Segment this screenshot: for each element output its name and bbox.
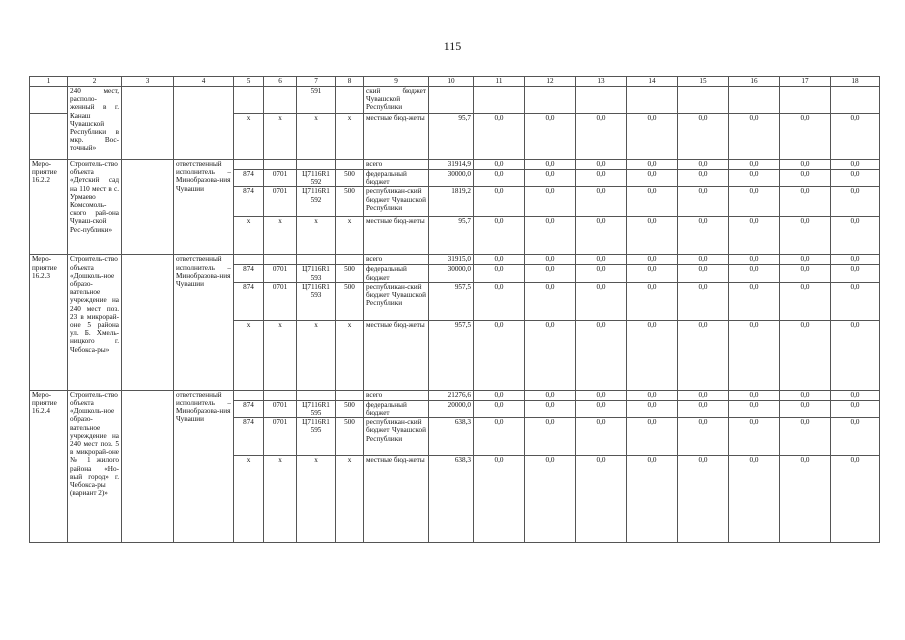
year-value-cell: 0,0 <box>576 160 627 170</box>
year-value-cell: 0,0 <box>729 390 780 400</box>
year-value-cell: 0,0 <box>831 114 880 160</box>
funding-source-cell: федеральный бюджет <box>364 170 429 187</box>
year-value-cell: 0,0 <box>474 255 525 265</box>
kbk-grbs-cell <box>234 255 264 265</box>
kbk-rzpr-cell: x <box>264 320 297 390</box>
kbk-grbs-cell <box>234 390 264 400</box>
year-value-cell: 0,0 <box>678 160 729 170</box>
amount-cell: 638,3 <box>429 418 474 456</box>
year-value-cell: 0,0 <box>729 170 780 187</box>
header-cell: 1 <box>30 77 68 87</box>
goal-cell <box>122 160 174 255</box>
year-value-cell: 0,0 <box>831 282 880 320</box>
year-value-cell: 0,0 <box>831 265 880 282</box>
year-value-cell: 0,0 <box>627 160 678 170</box>
year-value-cell: 0,0 <box>474 217 525 255</box>
year-value-cell: 0,0 <box>474 282 525 320</box>
year-value-cell: 0,0 <box>576 217 627 255</box>
year-value-cell: 0,0 <box>576 255 627 265</box>
kbk-grbs-cell: 874 <box>234 170 264 187</box>
continuation-block <box>30 87 880 160</box>
year-value-cell: 0,0 <box>576 265 627 282</box>
kbk-vr-cell <box>336 255 364 265</box>
funding-source-cell: всего <box>364 160 429 170</box>
year-value-cell: 0,0 <box>627 265 678 282</box>
column-number-header <box>30 77 880 87</box>
year-value-cell: 0,0 <box>525 418 576 456</box>
year-value-cell <box>780 87 831 114</box>
executor-cell: ответственный исполнитель – Минобразова-ния Чувашии <box>174 160 234 255</box>
year-value-cell: 0,0 <box>729 265 780 282</box>
amount-cell: 95,7 <box>429 114 474 160</box>
year-value-cell: 0,0 <box>525 160 576 170</box>
header-cell: 8 <box>336 77 364 87</box>
year-value-cell: 0,0 <box>576 390 627 400</box>
year-value-cell: 0,0 <box>831 418 880 456</box>
executor-cell: ответственный исполнитель – Минобразова-ния Чувашии <box>174 255 234 390</box>
header-cell: 9 <box>364 77 429 87</box>
year-value-cell: 0,0 <box>729 114 780 160</box>
year-value-cell: 0,0 <box>678 456 729 543</box>
kbk-csr-cell: Ц7116R1 593 <box>297 282 336 320</box>
kbk-rzpr-cell: 0701 <box>264 170 297 187</box>
kbk-vr-cell: 500 <box>336 400 364 417</box>
kbk-csr-cell <box>297 160 336 170</box>
header-cell: 14 <box>627 77 678 87</box>
kbk-csr-cell: Ц7116R1 595 <box>297 418 336 456</box>
kbk-grbs-cell: 874 <box>234 187 264 217</box>
year-value-cell: 0,0 <box>729 255 780 265</box>
year-value-cell: 0,0 <box>678 255 729 265</box>
kbk-grbs-cell <box>234 87 264 114</box>
amount-cell: 21276,6 <box>429 390 474 400</box>
year-value-cell: 0,0 <box>474 170 525 187</box>
amount-cell: 20000,0 <box>429 400 474 417</box>
amount-cell: 957,5 <box>429 320 474 390</box>
header-cell: 4 <box>174 77 234 87</box>
year-value-cell: 0,0 <box>831 187 880 217</box>
table-row <box>30 87 880 114</box>
budget-table <box>29 76 880 543</box>
kbk-rzpr-cell: 0701 <box>264 282 297 320</box>
year-value-cell: 0,0 <box>627 282 678 320</box>
year-value-cell: 0,0 <box>525 320 576 390</box>
year-value-cell: 0,0 <box>780 217 831 255</box>
goal-cell <box>122 87 174 160</box>
year-value-cell: 0,0 <box>678 265 729 282</box>
funding-source-cell: республикан-ский бюджет Чувашской Республики <box>364 418 429 456</box>
kbk-csr-cell <box>297 390 336 400</box>
kbk-grbs-cell <box>234 160 264 170</box>
year-value-cell: 0,0 <box>525 390 576 400</box>
kbk-grbs-cell: 874 <box>234 282 264 320</box>
event-number-cell: Меро-приятие 16.2.2 <box>30 160 68 255</box>
event-number-cell <box>30 114 68 160</box>
year-value-cell: 0,0 <box>525 282 576 320</box>
funding-source-cell: федеральный бюджет <box>364 265 429 282</box>
kbk-grbs-cell: 874 <box>234 400 264 417</box>
year-value-cell: 0,0 <box>831 400 880 417</box>
funding-source-cell: республикан-ский бюджет Чувашской Республики <box>364 282 429 320</box>
kbk-rzpr-cell: 0701 <box>264 418 297 456</box>
goal-cell <box>122 390 174 542</box>
year-value-cell: 0,0 <box>831 170 880 187</box>
year-value-cell: 0,0 <box>627 170 678 187</box>
header-cell: 3 <box>122 77 174 87</box>
kbk-grbs-cell: x <box>234 456 264 543</box>
year-value-cell: 0,0 <box>576 456 627 543</box>
kbk-grbs-cell: x <box>234 320 264 390</box>
year-value-cell: 0,0 <box>729 187 780 217</box>
amount-cell: 957,5 <box>429 282 474 320</box>
kbk-csr-cell: Ц7116R1 592 <box>297 170 336 187</box>
year-value-cell: 0,0 <box>729 456 780 543</box>
year-value-cell: 0,0 <box>831 456 880 543</box>
year-value-cell: 0,0 <box>627 400 678 417</box>
header-cell: 7 <box>297 77 336 87</box>
header-cell: 17 <box>780 77 831 87</box>
kbk-csr-cell: Ц7116R1 595 <box>297 400 336 417</box>
year-value-cell: 0,0 <box>729 160 780 170</box>
year-value-cell: 0,0 <box>831 320 880 390</box>
year-value-cell: 0,0 <box>627 114 678 160</box>
event-number-cell <box>30 87 68 114</box>
year-value-cell: 0,0 <box>729 282 780 320</box>
year-value-cell: 0,0 <box>678 320 729 390</box>
funding-source-cell: местные бюд-жеты <box>364 217 429 255</box>
executor-cell: ответственный исполнитель – Минобразова-ния Чувашии <box>174 390 234 542</box>
year-value-cell: 0,0 <box>525 255 576 265</box>
year-value-cell: 0,0 <box>780 456 831 543</box>
year-value-cell: 0,0 <box>780 400 831 417</box>
year-value-cell: 0,0 <box>627 217 678 255</box>
year-value-cell: 0,0 <box>627 390 678 400</box>
funding-source-cell: местные бюд-жеты <box>364 114 429 160</box>
year-value-cell <box>831 87 880 114</box>
header-cell: 10 <box>429 77 474 87</box>
year-value-cell: 0,0 <box>627 187 678 217</box>
kbk-csr-cell: Ц7116R1 593 <box>297 265 336 282</box>
year-value-cell: 0,0 <box>780 282 831 320</box>
header-cell: 18 <box>831 77 880 87</box>
header-cell: 15 <box>678 77 729 87</box>
kbk-csr-cell: x <box>297 320 336 390</box>
year-value-cell: 0,0 <box>525 170 576 187</box>
header-cell: 2 <box>68 77 122 87</box>
amount-cell: 30000,0 <box>429 170 474 187</box>
year-value-cell: 0,0 <box>780 255 831 265</box>
year-value-cell <box>729 87 780 114</box>
year-value-cell: 0,0 <box>474 456 525 543</box>
event-group <box>30 390 880 542</box>
funding-source-cell: местные бюд-жеты <box>364 456 429 543</box>
funding-source-cell: федеральный бюджет <box>364 400 429 417</box>
year-value-cell: 0,0 <box>627 456 678 543</box>
year-value-cell <box>474 87 525 114</box>
kbk-csr-cell <box>297 255 336 265</box>
funding-source-cell: всего <box>364 255 429 265</box>
kbk-grbs-cell: 874 <box>234 418 264 456</box>
kbk-grbs-cell: 874 <box>234 265 264 282</box>
page-number: 115 <box>443 39 462 53</box>
year-value-cell: 0,0 <box>831 160 880 170</box>
amount-cell: 638,3 <box>429 456 474 543</box>
year-value-cell: 0,0 <box>525 114 576 160</box>
year-value-cell: 0,0 <box>576 400 627 417</box>
year-value-cell: 0,0 <box>525 400 576 417</box>
year-value-cell: 0,0 <box>474 160 525 170</box>
year-value-cell: 0,0 <box>780 114 831 160</box>
kbk-vr-cell: 500 <box>336 170 364 187</box>
object-name-cell: Строитель-ство объекта «Дошколь-ное образо-вательное учреждение на 240 мест поз. 5 в микрорай-оне № 1 жилого района «Но-вый город» г. Чебокса-ры (вариант 2)» <box>68 390 122 542</box>
year-value-cell: 0,0 <box>627 418 678 456</box>
object-name-cell: 240 мест, располо-женный в г. Канаш Чувашской Республики в мкр. Вос-точный» <box>68 87 122 160</box>
year-value-cell: 0,0 <box>678 418 729 456</box>
year-value-cell: 0,0 <box>474 320 525 390</box>
kbk-rzpr-cell: 0701 <box>264 265 297 282</box>
kbk-rzpr-cell: x <box>264 456 297 543</box>
kbk-rzpr-cell <box>264 160 297 170</box>
funding-source-cell: всего <box>364 390 429 400</box>
header-cell: 5 <box>234 77 264 87</box>
kbk-vr-cell: 500 <box>336 187 364 217</box>
header-cell: 13 <box>576 77 627 87</box>
year-value-cell: 0,0 <box>525 187 576 217</box>
kbk-vr-cell: 500 <box>336 265 364 282</box>
header-cell: 6 <box>264 77 297 87</box>
table-row <box>30 160 880 170</box>
kbk-rzpr-cell <box>264 390 297 400</box>
year-value-cell: 0,0 <box>627 255 678 265</box>
kbk-rzpr-cell: x <box>264 217 297 255</box>
year-value-cell: 0,0 <box>474 114 525 160</box>
event-number-cell: Меро-приятие 16.2.3 <box>30 255 68 390</box>
year-value-cell: 0,0 <box>780 418 831 456</box>
header-row <box>30 77 880 87</box>
table-row <box>30 390 880 400</box>
year-value-cell: 0,0 <box>780 320 831 390</box>
kbk-vr-cell: 500 <box>336 282 364 320</box>
year-value-cell: 0,0 <box>474 265 525 282</box>
funding-source-cell: республикан-ский бюджет Чувашской Республики <box>364 187 429 217</box>
year-value-cell: 0,0 <box>678 282 729 320</box>
amount-cell <box>429 87 474 114</box>
table-row <box>30 255 880 265</box>
kbk-vr-cell <box>336 390 364 400</box>
amount-cell: 1819,2 <box>429 187 474 217</box>
year-value-cell: 0,0 <box>831 217 880 255</box>
year-value-cell: 0,0 <box>780 160 831 170</box>
kbk-rzpr-cell <box>264 255 297 265</box>
year-value-cell: 0,0 <box>678 390 729 400</box>
year-value-cell: 0,0 <box>474 400 525 417</box>
year-value-cell <box>627 87 678 114</box>
year-value-cell: 0,0 <box>729 217 780 255</box>
object-name-cell: Строитель-ство объекта «Детский сад на 110 мест в с. Урмаево Комсомоль-ского рай-она Чуваш-ской Рес-публики» <box>68 160 122 255</box>
year-value-cell: 0,0 <box>831 255 880 265</box>
kbk-vr-cell: 500 <box>336 418 364 456</box>
year-value-cell: 0,0 <box>627 320 678 390</box>
kbk-rzpr-cell: 0701 <box>264 400 297 417</box>
year-value-cell: 0,0 <box>780 390 831 400</box>
year-value-cell: 0,0 <box>780 187 831 217</box>
kbk-vr-cell: x <box>336 320 364 390</box>
year-value-cell: 0,0 <box>576 282 627 320</box>
event-group <box>30 160 880 255</box>
executor-cell <box>174 87 234 160</box>
year-value-cell: 0,0 <box>729 320 780 390</box>
kbk-csr-cell: x <box>297 114 336 160</box>
kbk-csr-cell: x <box>297 456 336 543</box>
year-value-cell: 0,0 <box>576 187 627 217</box>
funding-source-cell: ский бюджет Чувашской Республики <box>364 87 429 114</box>
kbk-csr-cell: Ц7116R1 592 <box>297 187 336 217</box>
year-value-cell: 0,0 <box>729 400 780 417</box>
amount-cell: 30000,0 <box>429 265 474 282</box>
goal-cell <box>122 255 174 390</box>
funding-source-cell: местные бюд-жеты <box>364 320 429 390</box>
event-number-cell: Меро-приятие 16.2.4 <box>30 390 68 542</box>
kbk-grbs-cell: x <box>234 217 264 255</box>
kbk-vr-cell: x <box>336 456 364 543</box>
year-value-cell: 0,0 <box>474 418 525 456</box>
year-value-cell: 0,0 <box>474 390 525 400</box>
kbk-csr-cell: 591 <box>297 87 336 114</box>
kbk-vr-cell <box>336 160 364 170</box>
year-value-cell: 0,0 <box>576 114 627 160</box>
amount-cell: 31915,0 <box>429 255 474 265</box>
year-value-cell: 0,0 <box>678 400 729 417</box>
year-value-cell: 0,0 <box>678 187 729 217</box>
year-value-cell: 0,0 <box>525 456 576 543</box>
kbk-rzpr-cell: 0701 <box>264 187 297 217</box>
header-cell: 11 <box>474 77 525 87</box>
header-cell: 16 <box>729 77 780 87</box>
year-value-cell: 0,0 <box>780 170 831 187</box>
year-value-cell <box>678 87 729 114</box>
year-value-cell: 0,0 <box>678 170 729 187</box>
kbk-grbs-cell: x <box>234 114 264 160</box>
event-group <box>30 255 880 390</box>
kbk-rzpr-cell <box>264 87 297 114</box>
year-value-cell: 0,0 <box>576 418 627 456</box>
year-value-cell: 0,0 <box>576 320 627 390</box>
year-value-cell: 0,0 <box>831 390 880 400</box>
header-cell: 12 <box>525 77 576 87</box>
amount-cell: 31914,9 <box>429 160 474 170</box>
year-value-cell: 0,0 <box>678 217 729 255</box>
year-value-cell: 0,0 <box>525 265 576 282</box>
year-value-cell: 0,0 <box>576 170 627 187</box>
year-value-cell <box>525 87 576 114</box>
kbk-rzpr-cell: x <box>264 114 297 160</box>
year-value-cell: 0,0 <box>780 265 831 282</box>
kbk-vr-cell: x <box>336 217 364 255</box>
kbk-vr-cell <box>336 87 364 114</box>
year-value-cell: 0,0 <box>474 187 525 217</box>
year-value-cell: 0,0 <box>729 418 780 456</box>
kbk-csr-cell: x <box>297 217 336 255</box>
amount-cell: 95,7 <box>429 217 474 255</box>
object-name-cell: Строитель-ство объекта «Дошколь-ное образо-вательное учреждение на 240 мест поз. 23 в микрорай-оне 5 района ул. Б. Хмель-ницкого г. Чебокса-ры» <box>68 255 122 390</box>
year-value-cell: 0,0 <box>678 114 729 160</box>
year-value-cell: 0,0 <box>525 217 576 255</box>
year-value-cell <box>576 87 627 114</box>
kbk-vr-cell: x <box>336 114 364 160</box>
